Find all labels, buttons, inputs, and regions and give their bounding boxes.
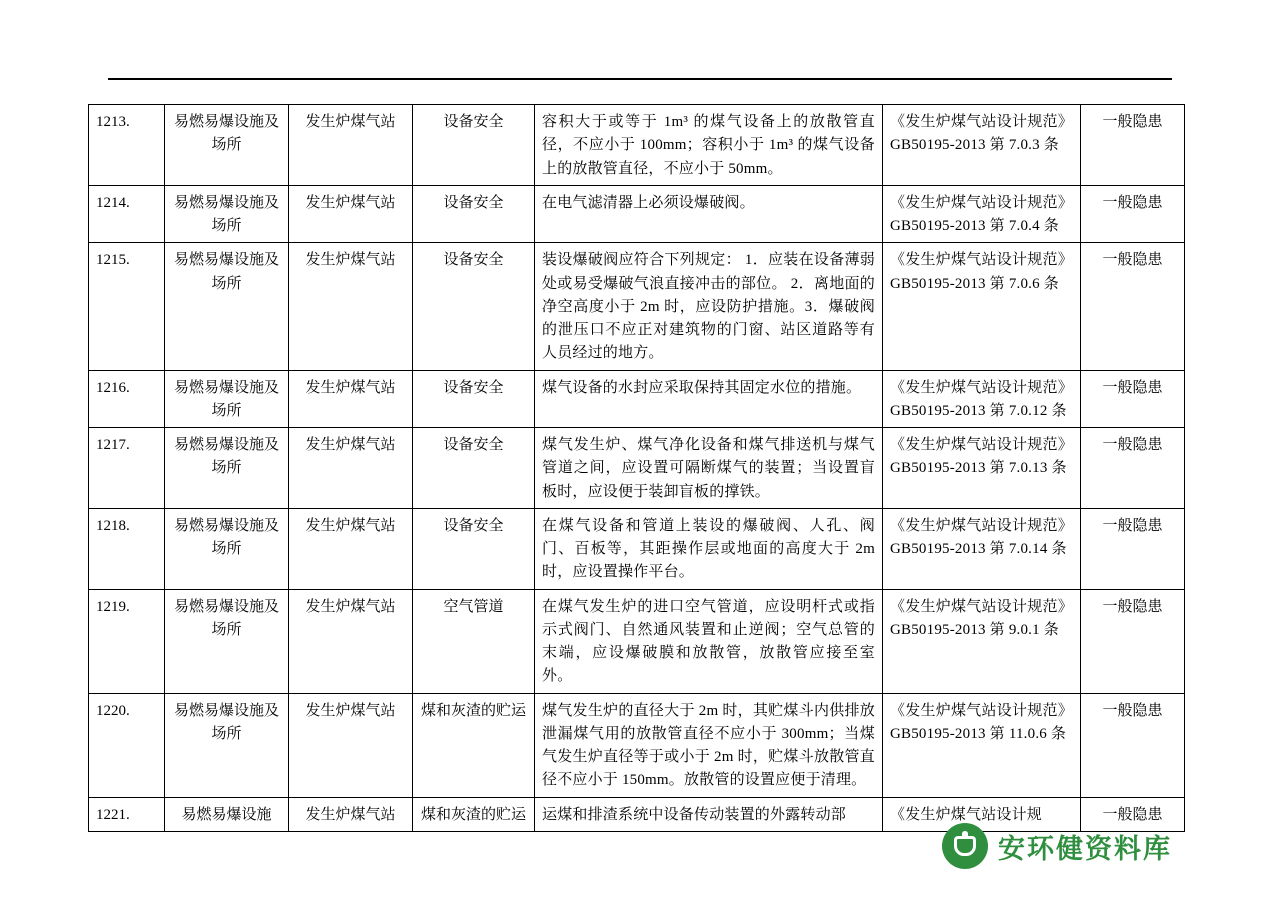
table-row — [89, 508, 1185, 589]
row-category: 易燃易爆设施及场所 — [165, 589, 289, 693]
row-number: 1217. — [89, 428, 165, 509]
row-category: 易燃易爆设施及场所 — [165, 185, 289, 243]
row-type: 煤和灰渣的贮运 — [413, 797, 535, 831]
table-row — [89, 105, 1185, 186]
row-reference: 《发生炉煤气站设计规范》GB50195-2013 第 7.0.12 条 — [883, 370, 1081, 428]
row-category: 易燃易爆设施及场所 — [165, 243, 289, 370]
row-type: 设备安全 — [413, 508, 535, 589]
row-number: 1214. — [89, 185, 165, 243]
table-row — [89, 243, 1185, 370]
row-level: 一般隐患 — [1081, 589, 1185, 693]
row-reference: 《发生炉煤气站设计规范》GB50195-2013 第 7.0.6 条 — [883, 243, 1081, 370]
row-type: 设备安全 — [413, 105, 535, 186]
row-number: 1216. — [89, 370, 165, 428]
row-category: 易燃易爆设施 — [165, 797, 289, 831]
row-reference: 《发生炉煤气站设计规范》GB50195-2013 第 7.0.14 条 — [883, 508, 1081, 589]
row-site: 发生炉煤气站 — [289, 589, 413, 693]
row-level: 一般隐患 — [1081, 370, 1185, 428]
row-description: 在煤气发生炉的进口空气管道，应设明杆式或指示式阀门、自然通风装置和止逆阀；空气总管的末端，应设爆破膜和放散管，放散管应接至室外。 — [535, 589, 883, 693]
row-site: 发生炉煤气站 — [289, 693, 413, 797]
row-type: 设备安全 — [413, 185, 535, 243]
row-number: 1218. — [89, 508, 165, 589]
row-category: 易燃易爆设施及场所 — [165, 105, 289, 186]
row-description: 装设爆破阀应符合下列规定： 1．应装在设备薄弱处或易受爆破气浪直接冲击的部位。 2．离地面的净空高度小于 2m 时，应设防护措施。3．爆破阀的泄压口不应正对建筑物的门窗、站区道路等有人员经过的地方。 — [535, 243, 883, 370]
row-level: 一般隐患 — [1081, 185, 1185, 243]
row-site: 发生炉煤气站 — [289, 428, 413, 509]
row-level: 一般隐患 — [1081, 243, 1185, 370]
row-level: 一般隐患 — [1081, 428, 1185, 509]
row-number: 1220. — [89, 693, 165, 797]
row-site: 发生炉煤气站 — [289, 508, 413, 589]
row-reference: 《发生炉煤气站设计规范》GB50195-2013 第 7.0.4 条 — [883, 185, 1081, 243]
row-category: 易燃易爆设施及场所 — [165, 508, 289, 589]
row-level: 一般隐患 — [1081, 105, 1185, 186]
row-level: 一般隐患 — [1081, 508, 1185, 589]
row-reference: 《发生炉煤气站设计规 — [883, 797, 1081, 831]
row-reference: 《发生炉煤气站设计规范》GB50195-2013 第 9.0.1 条 — [883, 589, 1081, 693]
row-type: 设备安全 — [413, 370, 535, 428]
row-site: 发生炉煤气站 — [289, 243, 413, 370]
row-description: 在电气滤清器上必须设爆破阀。 — [535, 185, 883, 243]
row-type: 煤和灰渣的贮运 — [413, 693, 535, 797]
row-category: 易燃易爆设施及场所 — [165, 693, 289, 797]
row-category: 易燃易爆设施及场所 — [165, 370, 289, 428]
row-level: 一般隐患 — [1081, 693, 1185, 797]
table-row — [89, 185, 1185, 243]
header-divider — [108, 78, 1172, 80]
row-description: 煤气发生炉、煤气净化设备和煤气排送机与煤气管道之间，应设置可隔断煤气的装置；当设置盲板时，应设便于装卸盲板的撑铁。 — [535, 428, 883, 509]
lock-shield-icon — [942, 823, 988, 869]
row-description: 煤气设备的水封应采取保持其固定水位的措施。 — [535, 370, 883, 428]
row-type: 设备安全 — [413, 428, 535, 509]
row-level: 一般隐患 — [1081, 797, 1185, 831]
row-site: 发生炉煤气站 — [289, 105, 413, 186]
row-site: 发生炉煤气站 — [289, 370, 413, 428]
table-row — [89, 589, 1185, 693]
hazard-table-container — [88, 104, 1184, 832]
row-number: 1221. — [89, 797, 165, 831]
row-site: 发生炉煤气站 — [289, 185, 413, 243]
watermark-label: 安环健资料库 — [998, 833, 1172, 864]
row-reference: 《发生炉煤气站设计规范》GB50195-2013 第 7.0.3 条 — [883, 105, 1081, 186]
row-number: 1219. — [89, 589, 165, 693]
hazard-table — [88, 104, 1185, 832]
row-description: 煤气发生炉的直径大于 2m 时，其贮煤斗内供排放泄漏煤气用的放散管直径不应小于 300mm；当煤气发生炉直径等于或小于 2m 时，贮煤斗放散管直径不应小于 150mm。放散管的设置应便于清理。 — [535, 693, 883, 797]
row-type: 设备安全 — [413, 243, 535, 370]
table-row — [89, 370, 1185, 428]
row-type: 空气管道 — [413, 589, 535, 693]
table-row — [89, 693, 1185, 797]
row-number: 1213. — [89, 105, 165, 186]
row-description: 容积大于或等于 1m³ 的煤气设备上的放散管直径，不应小于 100mm；容积小于 1m³ 的煤气设备上的放散管直径，不应小于 50mm。 — [535, 105, 883, 186]
row-description: 在煤气设备和管道上装设的爆破阀、人孔、阀门、百板等，其距操作层或地面的高度大于 2m 时，应设置操作平台。 — [535, 508, 883, 589]
row-reference: 《发生炉煤气站设计规范》GB50195-2013 第 11.0.6 条 — [883, 693, 1081, 797]
watermark — [942, 823, 1172, 869]
row-reference: 《发生炉煤气站设计规范》GB50195-2013 第 7.0.13 条 — [883, 428, 1081, 509]
row-description: 运煤和排渣系统中设备传动装置的外露转动部 — [535, 797, 883, 831]
row-category: 易燃易爆设施及场所 — [165, 428, 289, 509]
row-site: 发生炉煤气站 — [289, 797, 413, 831]
table-row — [89, 428, 1185, 509]
row-number: 1215. — [89, 243, 165, 370]
